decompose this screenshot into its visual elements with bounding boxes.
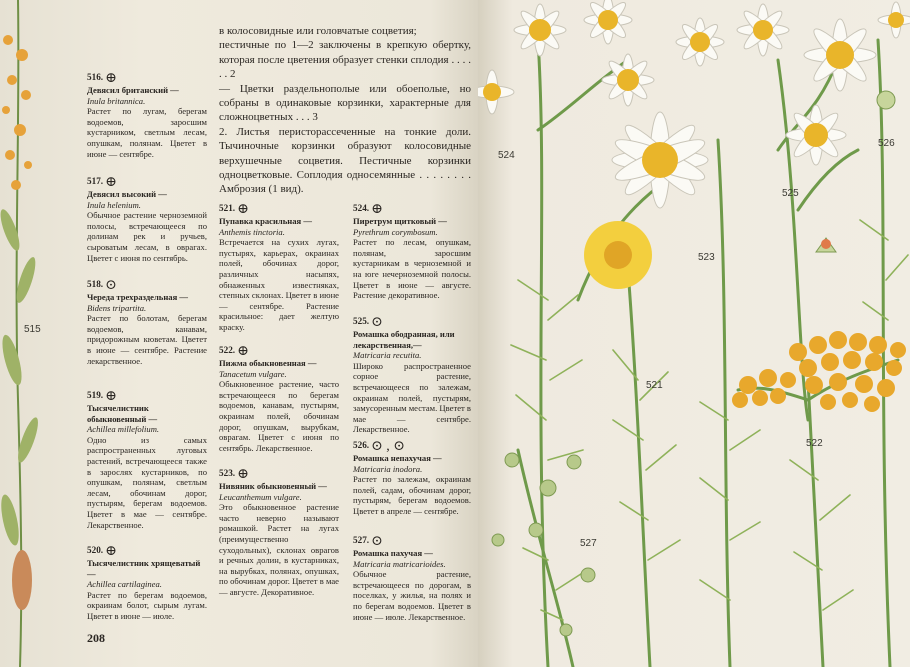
entry-number: 523.	[219, 468, 236, 478]
entry-description: Обычное растение черноземной полосы, встречающееся по долинам рек и ручьев, сыроватым лесам, в оврагах. Цветет с июня по сентябрь.	[87, 210, 207, 263]
annual-symbol-icon: ⊙	[371, 315, 383, 330]
entry-latin-name: Matricaria inodora.	[353, 463, 423, 474]
perennial-symbol-icon: ⊕	[371, 202, 383, 217]
perennial-symbol-icon: ⊕	[105, 544, 117, 559]
stem-522	[808, 380, 823, 667]
right-page-illustration	[478, 0, 910, 667]
entry-latin-name: Matricaria recutita.	[353, 350, 422, 361]
perennial-symbol-icon: ⊕	[105, 71, 117, 86]
entry-name: Девясил британский —	[87, 85, 179, 95]
perennial-symbol-icon: ⊕	[237, 344, 249, 359]
entry-name: Пиретрум щитковый —	[353, 216, 447, 226]
entry-number: 527.	[353, 535, 370, 545]
entry-number: 525.	[353, 316, 370, 326]
entry-description: Встречается на сухих лугах, пустырях, карьерах, окраинах полей, обочинах дорог, различных насыпях, обнаженных известняках, степных склонах. Цветет в июне — сентябре. Растение красильное: дает желтую краску.	[219, 237, 339, 332]
entry-description: Широко распространенное сорное растение, встречающееся по залежам, окраинам полей, пустырям, замусоренным местам. Цветет в мае — сентябре. Лекарственное.	[353, 360, 471, 435]
entry-description: Одно из самых распространенных луговых растений, встречающееся также в зарослях кустарников, по опушкам, полянам, светлым лесам, обочинам дорог, пустырям, берегам водоемов. Цветет в мае — сентябре. Лекарственное.	[87, 434, 207, 530]
entry-name: Пижма обыкновенная —	[219, 358, 317, 368]
entry-519	[87, 390, 207, 530]
figure-label-527: 527	[580, 538, 597, 549]
entry-latin-name: Inula helenium.	[87, 199, 141, 210]
entry-latin-name: Bidens tripartita.	[87, 302, 147, 313]
entry-518	[87, 279, 207, 366]
figure-label-515: 515	[24, 324, 41, 335]
entry-name: Ромашка непахучая —	[353, 453, 442, 463]
page-number: 208	[87, 631, 105, 645]
perennial-symbol-icon: ⊕	[105, 389, 117, 404]
entry-name: Девясил высокий —	[87, 189, 167, 199]
entry-number: 516.	[87, 72, 104, 82]
entry-520	[87, 545, 207, 622]
stem-523	[718, 140, 730, 667]
entry-522	[219, 345, 339, 453]
entry-description: Это обыкновенное растение часто неверно называют ромашкой. Растет на лугах (преимущественно суходольных), склонах оврагов и речных долин, в кустарниках, на вырубках, полянах, опушках, по обочинам дорог. Цветет в мае — августе. Декоративное.	[219, 502, 339, 597]
entry-latin-name: Achillea millefolium.	[87, 424, 160, 435]
figure-label-526: 526	[878, 138, 895, 149]
entry-name: Тысячелистник хрящеватый —	[87, 558, 201, 579]
entry-number: 521.	[219, 203, 236, 213]
perennial-symbol-icon: ⊕	[237, 202, 249, 217]
key-line: в колосовидные или головчатые соцветия;	[219, 25, 417, 37]
entry-name: Череда трехраздельная —	[87, 292, 188, 302]
entry-name: Ромашка пахучая —	[353, 548, 433, 558]
entry-524	[353, 203, 471, 301]
entry-525	[353, 316, 471, 435]
entry-description: Растет по болотам, берегам водоемов, канавам, придорожным кюветам. Цветет в июне — сентябре. Растение лекарственное.	[87, 313, 207, 366]
figure-label-522: 522	[806, 438, 823, 449]
key-line: пестичные по 1—2 заключены в крепкую обертку, которая после цветения образует стенки сплодия . . . . . . 2	[219, 39, 471, 81]
perennial-symbol-icon: ⊕	[237, 467, 249, 482]
key-line: — Цветки раздельнополые или обоеполые, но собраны в одинаковые корзинки, характерные для сложноцветных . . . 3	[219, 82, 471, 124]
entry-number: 518.	[87, 279, 104, 289]
stem-524	[538, 40, 548, 667]
entry-name: Пупавка красильная —	[219, 216, 312, 226]
entry-latin-name: Leucanthemum vulgare.	[219, 491, 302, 502]
entry-number: 517.	[87, 176, 104, 186]
entry-521	[219, 203, 339, 333]
identification-key	[219, 24, 471, 197]
entry-description: Растет по лесам, опушкам, полянам, заросшим кустарникам в черноземной и на юге нечерноземной полосы. Цветет в июне — августе. Растение декоративное.	[353, 237, 471, 301]
entry-name: Тысячелистник обыкновенный —	[87, 403, 158, 424]
entry-latin-name: Anthemis tinctoria.	[219, 226, 285, 237]
entry-number: 526.	[353, 440, 370, 450]
entry-526	[353, 440, 471, 517]
entry-516	[87, 72, 207, 159]
entry-517	[87, 176, 207, 263]
entry-description: Растет по лугам, берегам водоемов, заросшим кустарником, светлым лесам, опушкам, полянам. Цветет в июне — сентябре.	[87, 106, 207, 159]
entry-523	[219, 468, 339, 598]
entry-527	[353, 535, 471, 622]
entry-description: Растет по берегам водоемов, окраинам болот, сырым лугам. Цветет в июне — июле.	[87, 589, 207, 621]
annual-symbol-icon: ⊙	[371, 534, 383, 549]
entry-description: Растет по залежам, окраинам полей, садам, обочинам дорог, пустырям, берегам водоемов. Цветет в апреле — сентябре.	[353, 474, 471, 516]
entry-latin-name: Inula britannica.	[87, 95, 146, 106]
key-line: 2. Листья перистоpассеченные на тонкие доли. Тычиночные корзинки образуют колосовидные верхушечные соцветия. Пестичные корзинки одноцветковые. Соплодия односемянные . . . . . . . . Амброзия (1 вид).	[219, 125, 471, 196]
anthemis-flower	[584, 221, 652, 289]
annual-symbol-icon: ⊙	[105, 278, 117, 293]
entry-description: Обычное растение, встречающееся по дорогам, в поселках, у жилья, на полях и по берегам водоемов. Цветет в июне — июле. Лекарственное.	[353, 569, 471, 622]
botanical-illustration	[478, 0, 910, 667]
figure-label-521: 521	[646, 380, 663, 391]
entry-number: 524.	[353, 203, 370, 213]
entry-latin-name: Matricaria matricarioides.	[353, 558, 446, 569]
figure-label-525: 525	[782, 188, 799, 199]
entry-description: Обыкновенное растение, часто встречающееся по берегам водоемов, канавам, пустырям, окраинам полей, обочинам дорог, опушкам, вырубкам, оврагам. Цветет с июня по сентябрь. Лекарственное.	[219, 379, 339, 453]
entry-name: Ромашка ободранная, или лекарственная,—	[353, 329, 455, 350]
entry-number: 520.	[87, 545, 104, 555]
perennial-symbol-icon: ⊕	[105, 175, 117, 190]
seed-detail	[816, 238, 836, 252]
annual-biennial-symbol-icon: ⊙ , ⊙	[371, 439, 406, 454]
entry-latin-name: Pyrethrum corymbosum.	[353, 226, 438, 237]
entry-latin-name: Tanacetum vulgare.	[219, 368, 287, 379]
entry-number: 519.	[87, 390, 104, 400]
entry-latin-name: Achillea cartilaginea.	[87, 579, 162, 590]
figure-label-524: 524	[498, 150, 515, 161]
tansy-flowers	[732, 331, 906, 412]
figure-label-523: 523	[698, 252, 715, 263]
entry-name: Нивяник обыкновенный —	[219, 481, 327, 491]
seed-detail	[877, 91, 895, 109]
entry-number: 522.	[219, 345, 236, 355]
